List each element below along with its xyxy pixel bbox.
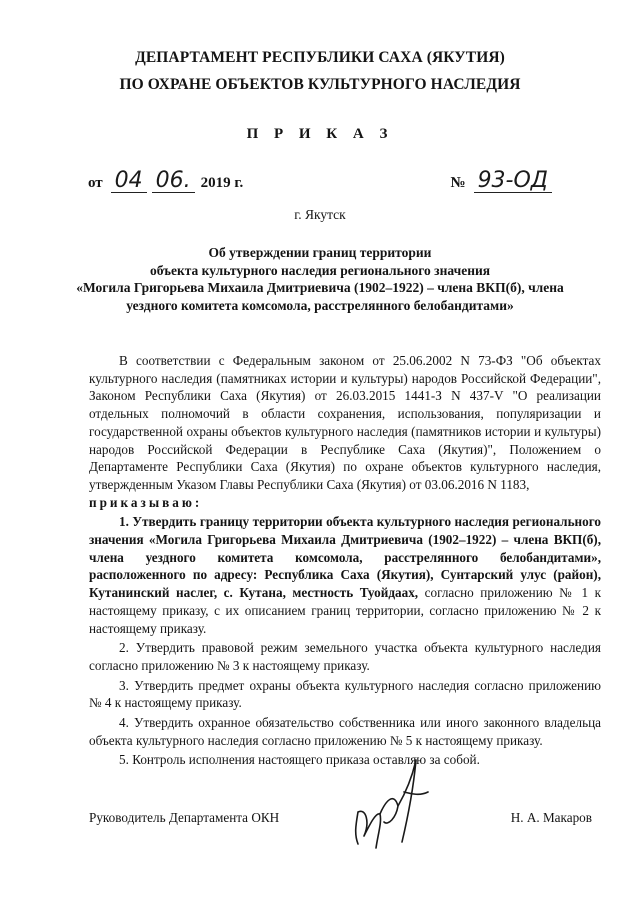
title-line-3: «Могила Григорьева Михаила Дмитриевича (1902–1922) – члена ВКП(б), члена [76, 280, 564, 295]
department-header [0, 44, 640, 98]
signature-image [340, 752, 440, 852]
order-title [60, 244, 580, 314]
header-line-2: ПО ОХРАНЕ ОБЪЕКТОВ КУЛЬТУРНОГО НАСЛЕДИЯ [119, 76, 521, 93]
title-line-2: объекта культурного наследия регионального значения [149, 262, 491, 278]
item-3: 3. Утвердить предмет охраны объекта культурного наследия согласно приложению № 4 к настоящему приказу. [89, 677, 601, 711]
header-line-1: ДЕПАРТАМЕНТ РЕСПУБЛИКИ САХА (ЯКУТИЯ) [135, 49, 505, 66]
date-year: 2019 г. [200, 175, 244, 191]
title-line-4: уездного комитета комсомола, расстрелянного белобандитами» [126, 297, 514, 313]
signatory-position: Руководитель Департамента ОКН [89, 810, 280, 825]
order-body [89, 352, 601, 769]
item-2: 2. Утвердить правовой режим земельного участка объекта культурного наследия согласно приложению № 3 к настоящему приказу. [89, 640, 601, 673]
number-prefix: № [450, 175, 466, 191]
item-1 [89, 513, 601, 637]
title-line-1: Об утверждении границ территории [208, 245, 432, 260]
city: г. Якутск [294, 207, 346, 222]
item-1-normal: согласно приложению № 1 к настоящему приказу, с их описанием границ территории, согласно приложению № 2 к настоящему приказу. [89, 585, 601, 636]
preamble: В соответствии с Федеральным законом от 25.06.2002 N 73-ФЗ "Об объектах культурного наследия (памятниках истории и культуры) народов Российской Федерации", Законом Республики Саха (Якутия) от 26.03.2015 1441-З N 437-V "О реализации отдельных полномочий в области сохранения, использования, популяризации и государственной охраны объектов культурного наследия (памятников истории и культуры) народов Российской Федерации в Республике Саха (Якутия)", Положением о Департаменте Республики Саха (Якутия) по охране объектов культурного наследия, утвержденным Указом Главы Республики Саха (Якутия) от 03.06.2016 N 1183, [89, 353, 601, 492]
handwritten-number: 93-ОД [474, 170, 552, 193]
order-date [88, 170, 243, 193]
handwritten-day: 04 [111, 170, 147, 193]
date-prefix: от [88, 175, 103, 191]
handwritten-month: 06. [152, 170, 195, 193]
order-number [450, 170, 552, 193]
item-1-bold: 1. Утвердить границу территории объекта культурного наследия регионального значения «Могила Григорьева Михаила Дмитриевича (1902–1922) – члена ВКП(б), члена уездного комитета комсомола, расстрелянного белобандитами», расположенного по адресу: Республика Саха (Якутия), Сунтарский улус (район), Кутанинский наслег, с. Кутана, местность Туойдаах, [89, 514, 601, 601]
document-type: П Р И К А З [246, 126, 394, 142]
item-5: 5. Контроль исполнения настоящего приказа оставляю за собой. [119, 752, 480, 768]
prikazyvayu: приказываю: [89, 494, 203, 510]
signatory-name: Н. А. Макаров [510, 810, 592, 825]
item-4: 4. Утвердить охранное обязательство собственника или иного законного владельца объекта культурного наследия согласно приложению № 5 к настоящему приказу. [89, 715, 601, 748]
